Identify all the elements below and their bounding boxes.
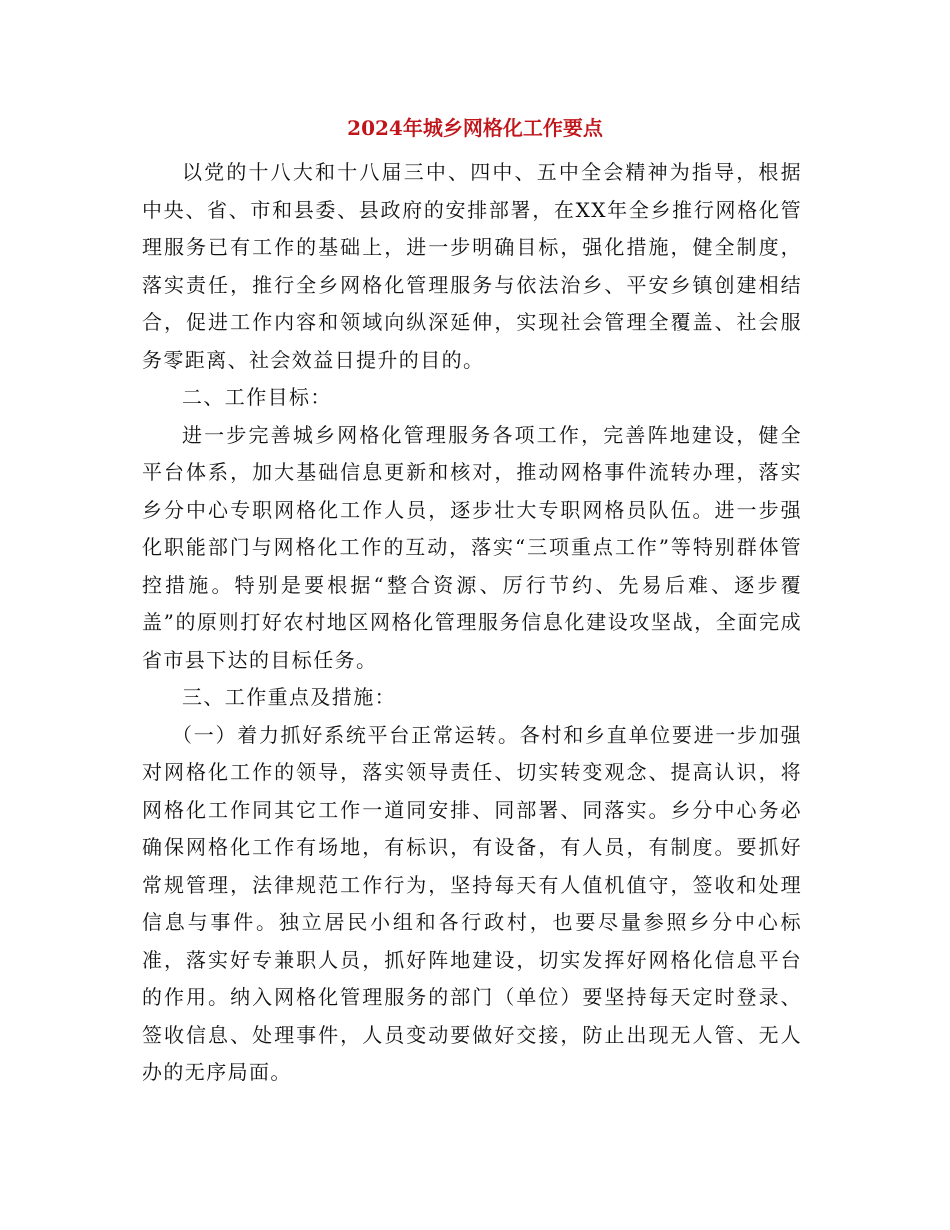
document-title: 2024年城乡网格化工作要点 bbox=[347, 116, 603, 140]
intro-paragraph: 以党的十八大和十八届三中、四中、五中全会精神为指导，根据中央、省、市和县委、县政府的安排部署，在XX年全乡推行网格化管理服务已有工作的基础上，进一步明确目标，强化措施，健全制度，落实责任，推行全乡网格化管理服务与依法治乡、平安乡镇创建相结合，促进工作内容和领域向纵深延伸，实现社会管理全覆盖、社会服务零距离、社会效益日提升的目的。 bbox=[142, 160, 802, 372]
measure-paragraph-1: （一）着力抓好系统平台正常运转。各村和乡直单位要进一步加强对网格化工作的领导，落实领导责任、切实转变观念、提高认识，将网格化工作同其它工作一道同安排、同部署、同落实。乡分中心务必确保网格化工作有场地，有标识，有设备，有人员，有制度。要抓好常规管理，法律规范工作行为，坚持每天有人值机值守，签收和处理信息与事件。独立居民小组和各行政村，也要尽量参照乡分中心标准，落实好专兼职人员，抓好阵地建设，切实发挥好网格化信息平台的作用。纳入网格化管理服务的部门（单位）要坚持每天定时登录、签收信息、处理事件，人员变动要做好交接，防止出现无人管、无人办的无序局面。 bbox=[142, 722, 802, 1084]
goals-paragraph: 进一步完善城乡网格化管理服务各项工作，完善阵地建设，健全平台体系，加大基础信息更新和核对，推动网格事件流转办理，落实乡分中心专职网格化工作人员，逐步壮大专职网格员队伍。进一步强化职能部门与网格化工作的互动，落实“三项重点工作”等特别群体管控措施。特别是要根据“整合资源、厉行节约、先易后难、逐步覆盖”的原则打好农村地区网格化管理服务信息化建设攻坚战，全面完成省市县下达的目标任务。 bbox=[142, 422, 802, 672]
document-body bbox=[142, 154, 802, 1092]
section-heading-measures: 三、工作重点及措施： bbox=[182, 685, 396, 709]
section-heading-goals: 二、工作目标： bbox=[182, 385, 332, 409]
